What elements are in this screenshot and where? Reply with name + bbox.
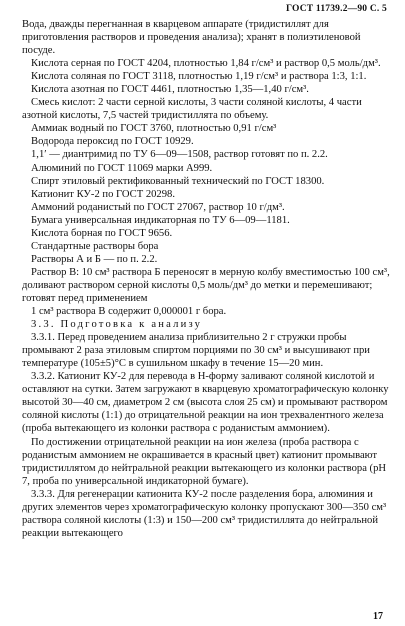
paragraph-hydrogen-peroxide: Водорода пероксид по ГОСТ 10929. xyxy=(31,136,194,148)
paragraph-solution-v-content: 1 см³ раствора В содержит 0,000001 г бора. xyxy=(31,306,227,318)
paragraph-ethanol: Спирт этиловый ректификованный технический по ГОСТ 18300. xyxy=(31,175,325,187)
paragraph-3-3-3: 3.3.3. Для регенерации катионита КУ-2 после разделения бора, алюминия и других элементов через хроматографическую колонку пропускают 300—350 см³ раствора соляной кислоты (1:3) и 150—200 см³ тридистиллята до нейтральной реакции вытекающего xyxy=(22,488,387,539)
page-number: 17 xyxy=(373,611,383,622)
paragraph-hydrochloric-acid: Кислота соляная по ГОСТ 3118, плотностью 1,19 г/см³ и раствора 1:3, 1:1. xyxy=(31,71,367,83)
paragraph-sulfuric-acid: Кислота серная по ГОСТ 4204, плотностью 1,84 г/см³ и раствор 0,5 моль/дм³. xyxy=(31,58,381,70)
paragraph-water: Вода, дважды перегнанная в кварцевом аппарате (тридистиллят для приготовления растворов и проведения анализа); хранят в полиэтиленовой посуде. xyxy=(22,19,361,57)
paragraph-ammonia: Аммиак водный по ГОСТ 3760, плотностью 0,91 г/см³ xyxy=(31,123,277,135)
paragraph-cation-exchanger: Катионит КУ-2 по ГОСТ 20298. xyxy=(31,188,175,200)
paragraph-3-3-1: 3.3.1. Перед проведением анализа приблизительно 2 г стружки пробы промывают 2 раза этиловым спиртом порциями по 30 см³ и высушивают при температуре (105±5)°С в сушильном шкафу в течение 15—20 мин. xyxy=(22,332,370,370)
paragraph-ammonium-thiocyanate: Аммоний роданистый по ГОСТ 27067, раствор 10 г/дм³. xyxy=(31,201,285,213)
paragraph-iron-reaction: По достижении отрицательной реакции на ион железа (проба раствора с роданистым аммонием не окрашивается в красный цвет) катионит промывают тридистиллятом до нейтральной реакции вытекающего из колонки раствора (рН 7, проба по универсальной индикаторной бумаге). xyxy=(22,436,387,487)
paragraph-acid-mixture: Смесь кислот: 2 части серной кислоты, 3 части соляной кислоты, 4 части азотной кислоты, 7,5 частей тридистиллята по объему. xyxy=(22,97,362,122)
paragraph-dianthrimide: 1,1′ — диантримид по ТУ 6—09—1508, раствор готовят по п. 2.2. xyxy=(31,149,328,161)
page-header: ГОСТ 11739.2—90 С. 5 xyxy=(286,4,387,14)
paragraph-aluminium: Алюминий по ГОСТ 11069 марки А999. xyxy=(31,162,213,174)
page-body xyxy=(22,18,390,540)
paragraph-3-3-2: 3.3.2. Катионит КУ-2 для перевода в Н-форму заливают соляной кислотой и оставляют на сутки. Затем загружают в кварцевую хроматографическую колонку высотой 30—40 см, диаметром 2 см (высота слоя 25 см) и промывают раствором соляной кислоты (1:1) до отрицательной реакции на ион трехвалентного железа (проба вытекающего из колонки раствора с роданистым аммонием). xyxy=(22,371,389,435)
paragraph-solutions-a-b: Растворы А и Б — по п. 2.2. xyxy=(31,253,158,265)
paragraph-standard-solutions: Стандартные растворы бора xyxy=(31,240,159,252)
section-heading-preparation: 3.3. Подготовка к анализу xyxy=(31,319,203,331)
paragraph-nitric-acid: Кислота азотная по ГОСТ 4461, плотностью 1,35—1,40 г/см³. xyxy=(31,84,309,96)
paragraph-solution-v: Раствор В: 10 см³ раствора Б переносят в мерную колбу вместимостью 100 см³, доливают раствором серной кислоты 0,5 моль/дм³ до метки и перемешивают; готовят перед применением xyxy=(22,266,390,304)
paragraph-indicator-paper: Бумага универсальная индикаторная по ТУ 6—09—1181. xyxy=(31,214,290,226)
paragraph-boric-acid: Кислота борная по ГОСТ 9656. xyxy=(31,227,173,239)
